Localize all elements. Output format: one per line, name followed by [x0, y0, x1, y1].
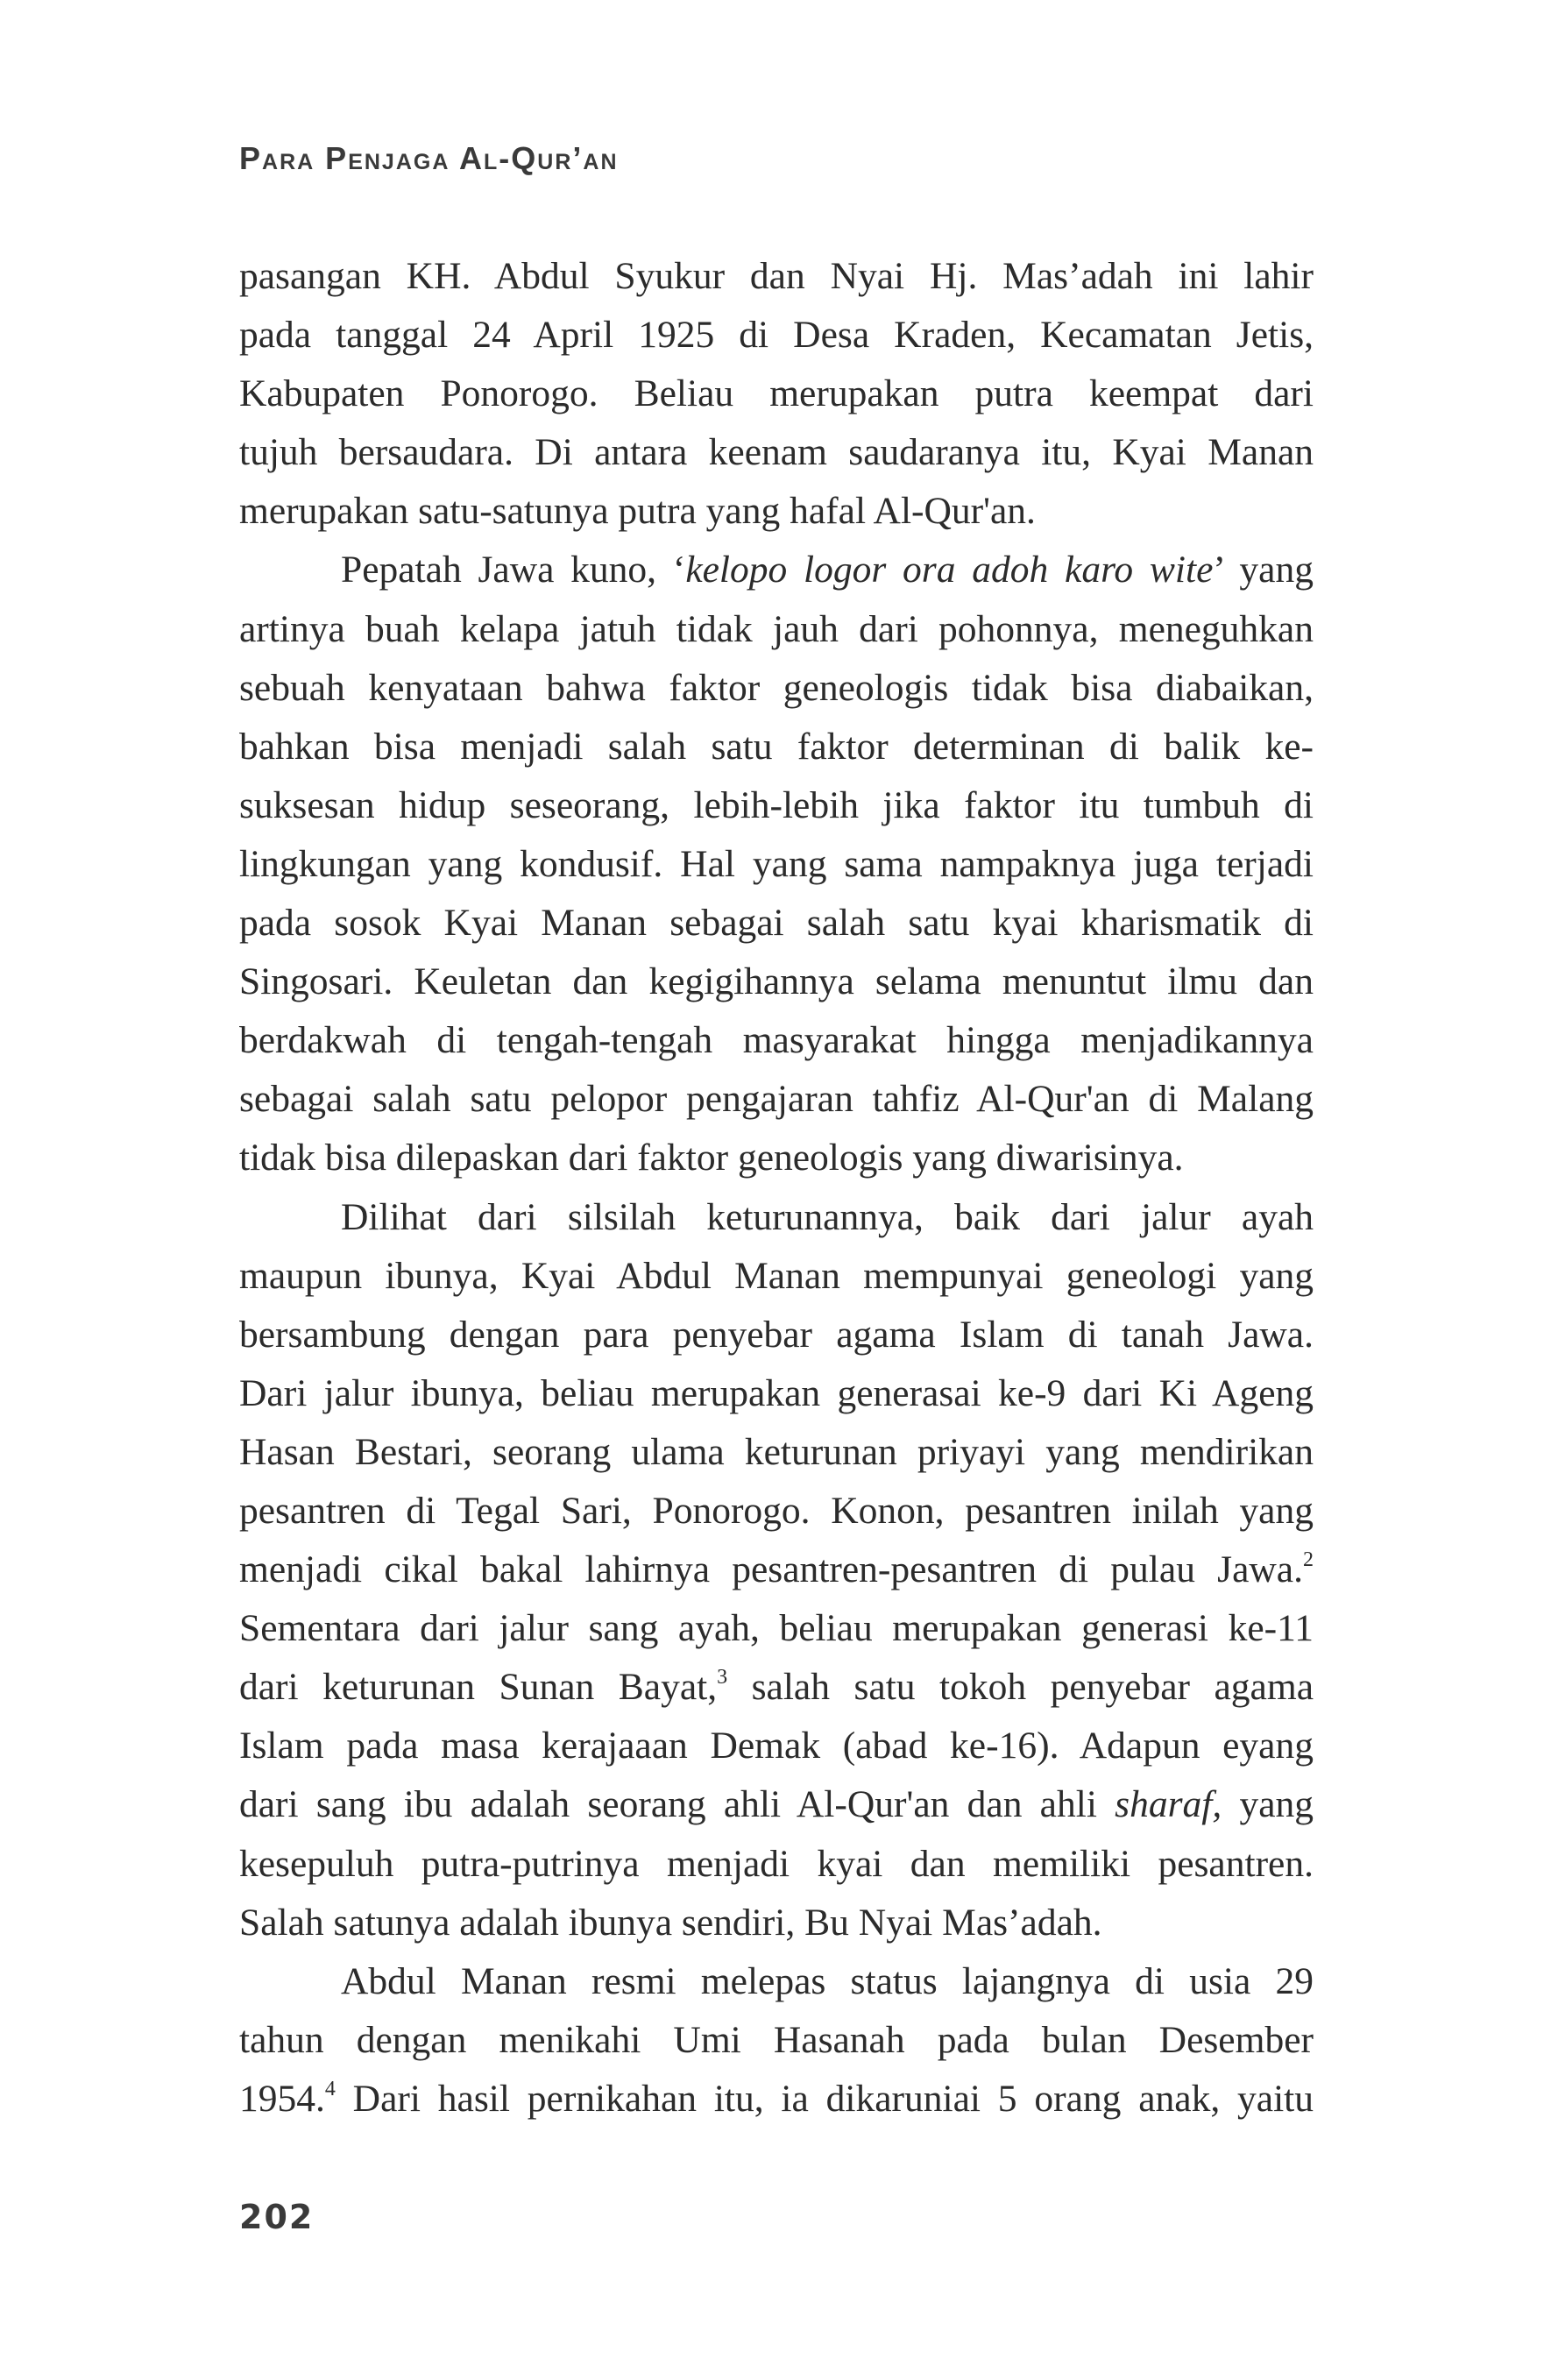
- text-line: tidak bisa dilepaskan dari faktor geneologis yang diwarisinya.: [239, 1137, 1184, 1179]
- text-line: berdakwah di tengah-tengah masyarakat hingga menjadikannya: [239, 1019, 1314, 1062]
- text-run: yang: [1222, 1783, 1314, 1826]
- italic-phrase: sharaf,: [1115, 1783, 1222, 1826]
- text-line: sebagai salah satu pelopor pengajaran tahfiz Al-Qur'an di Malang: [239, 1078, 1314, 1121]
- text-run: ’ yang: [1213, 549, 1314, 591]
- text-line: tahun dengan menikahi Umi Hasanah pada bulan Desember: [239, 2018, 1314, 2061]
- text-run: dari keturunan Sunan Bayat,: [239, 1666, 718, 1709]
- text-line: kesepuluh putra-putrinya menjadi kyai dan memiliki pesantren.: [239, 1842, 1314, 1885]
- text-line: [239, 1775, 1314, 1834]
- text-run: 1954.: [239, 2077, 325, 2120]
- page-number: 202: [239, 2198, 315, 2236]
- footnote-marker[interactable]: 3: [717, 1666, 728, 1689]
- text-line: [239, 1541, 1314, 1599]
- text-run: dari sang ibu adalah seorang ahli Al-Qur'an dan ahli: [239, 1783, 1115, 1826]
- text-line: [239, 541, 1314, 599]
- text-line: merupakan satu-satunya putra yang hafal Al-Qur'an.: [239, 490, 1036, 533]
- body-text: [239, 247, 1314, 2129]
- text-line: pada tanggal 24 April 1925 di Desa Kraden, Kecamatan Jetis,: [239, 314, 1314, 357]
- text-line: Dilihat dari silsilah keturunannya, baik dari jalur ayah: [341, 1195, 1314, 1238]
- text-run: Dari hasil pernikahan itu, ia dikaruniai 5 orang anak, yaitu: [335, 2077, 1314, 2120]
- text-line: artinya buah kelapa jatuh tidak jauh dari pohonnya, meneguhkan: [239, 607, 1314, 650]
- text-line: bersambung dengan para penyebar agama Islam di tanah Jawa.: [239, 1313, 1314, 1356]
- text-run: Pepatah Jawa kuno, ‘: [341, 549, 686, 591]
- footnote-marker[interactable]: 2: [1303, 1548, 1314, 1572]
- text-line: tujuh bersaudara. Di antara keenam saudaranya itu, Kyai Manan: [239, 431, 1314, 474]
- running-head: Para Penjaga Al-Qur’an: [239, 140, 619, 176]
- text-line: suksesan hidup seseorang, lebih-lebih jika faktor itu tumbuh di: [239, 783, 1314, 826]
- text-line: pesantren di Tegal Sari, Ponorogo. Konon, pesantren inilah yang: [239, 1489, 1314, 1532]
- italic-phrase: kelopo logor ora adoh karo wite: [685, 549, 1214, 591]
- text-line: [239, 2070, 1314, 2129]
- text-line: lingkungan yang kondusif. Hal yang sama nampaknya juga terjadi: [239, 842, 1314, 885]
- text-line: [239, 1658, 1314, 1717]
- text-run: menjadi cikal bakal lahirnya pesantren-pesantren di pulau Jawa.: [239, 1548, 1303, 1591]
- text-run: salah satu tokoh penyebar agama: [727, 1666, 1314, 1709]
- text-line: Abdul Manan resmi melepas status lajangnya di usia 29: [341, 1959, 1314, 2002]
- text-line: Islam pada masa kerajaaan Demak (abad ke-16). Adapun eyang: [239, 1725, 1314, 1767]
- text-line: sebuah kenyataan bahwa faktor geneologis tidak bisa diabaikan,: [239, 666, 1314, 709]
- text-line: bahkan bisa menjadi salah satu faktor determinan di balik ke-: [239, 725, 1314, 768]
- text-line: maupun ibunya, Kyai Abdul Manan mempunyai geneologi yang: [239, 1254, 1314, 1297]
- text-line: Kabupaten Ponorogo. Beliau merupakan putra keempat dari: [239, 372, 1314, 415]
- text-line: Singosari. Keuletan dan kegigihannya selama menuntut ilmu dan: [239, 960, 1314, 1003]
- text-line: Salah satunya adalah ibunya sendiri, Bu Nyai Mas’adah.: [239, 1901, 1102, 1944]
- text-line: Sementara dari jalur sang ayah, beliau merupakan generasi ke-11: [239, 1607, 1314, 1650]
- text-line: Dari jalur ibunya, beliau merupakan generasai ke-9 dari Ki Ageng: [239, 1371, 1314, 1414]
- text-line: pasangan KH. Abdul Syukur dan Nyai Hj. Mas’adah ini lahir: [239, 255, 1314, 297]
- footnote-marker[interactable]: 4: [324, 2077, 336, 2100]
- text-line: pada sosok Kyai Manan sebagai salah satu kyai kharismatik di: [239, 902, 1314, 945]
- text-line: Hasan Bestari, seorang ulama keturunan priyayi yang mendirikan: [239, 1430, 1314, 1473]
